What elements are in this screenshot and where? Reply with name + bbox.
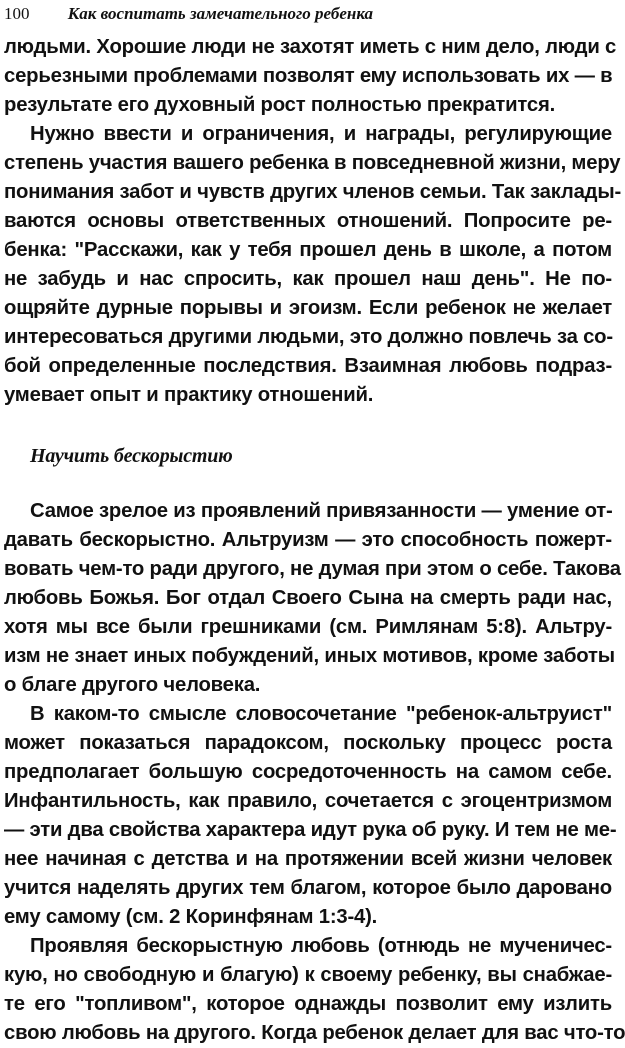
section-heading: Научить бескорыстию <box>30 445 233 467</box>
text-line: — эти два свойства характера идут рука об руку. И тем не ме- <box>4 819 617 841</box>
text-line: результате его духовный рост полностью прекратится. <box>4 94 556 116</box>
text-line: давать бескорыстно. Альтруизм — это способность пожерт- <box>4 529 612 551</box>
running-header <box>4 2 373 26</box>
text-line: умевает опыт и практику отношений. <box>4 384 374 406</box>
text-line: степень участия вашего ребенка в повседневной жизни, меру <box>4 152 621 174</box>
text-line: серьезными проблемами позволят ему использовать их — в <box>4 65 613 87</box>
text-line: интересоваться другими людьми, это должно повлечь за со- <box>4 326 613 348</box>
text-line: В каком-то смысле словосочетание "ребенок-альтруист" <box>30 703 612 725</box>
paragraph <box>4 497 621 700</box>
text-line: не забудь и нас спросить, как прошел наш день". Не по- <box>4 268 612 290</box>
text-line: ощряйте дурные порывы и эгоизм. Если ребенок не желает <box>4 297 612 319</box>
text-line: о благе другого человека. <box>4 674 261 696</box>
text-line: любовь Божья. Бог отдал Своего Сына на смерть ради нас, <box>4 587 612 609</box>
text-line: Самое зрелое из проявлений привязанности — умение от- <box>30 500 613 522</box>
text-line: бой определенные последствия. Взаимная любовь подраз- <box>4 355 612 377</box>
text-line: бенка: "Расскажи, как у тебя прошел день в школе, а потом <box>4 239 612 261</box>
body-text <box>4 33 625 1048</box>
text-line: Нужно ввести и ограничения, и награды, регулирующие <box>30 123 612 145</box>
paragraph <box>4 120 622 410</box>
text-line: те его "топливом", которое однажды позволит ему излить <box>4 993 612 1015</box>
paragraph <box>4 33 617 120</box>
text-line: вовать чем-то ради другого, не думая при этом о себе. Такова <box>4 558 621 580</box>
text-line: понимания забот и чувств других членов семьи. Так заклады- <box>4 181 622 203</box>
text-line: Инфантильность, как правило, сочетается с эгоцентризмом <box>4 790 612 812</box>
text-line: ваются основы ответственных отношений. Попросите ре- <box>4 210 612 232</box>
page-number: 100 <box>4 4 30 23</box>
paragraph <box>4 700 617 932</box>
text-line: свою любовь на другого. Когда ребенок делает для вас что-то <box>4 1022 625 1044</box>
spacer <box>4 410 612 442</box>
text-line: хотя мы все были грешниками (см. Римлянам 5:8). Альтру- <box>4 616 612 638</box>
paragraph <box>4 932 625 1048</box>
text-line: нее начиная с детства и на протяжении всей жизни человек <box>4 848 612 870</box>
text-line: изм не знает иных побуждений, иных мотивов, кроме заботы <box>4 645 615 667</box>
spacer <box>4 471 612 497</box>
running-title: Как воспитать замечательного ребенка <box>67 4 374 23</box>
text-line: может показаться парадоксом, поскольку процесс роста <box>4 732 612 754</box>
text-line: кую, но свободную и благую) к своему ребенку, вы снабжае- <box>4 964 612 986</box>
text-line: людьми. Хорошие люди не захотят иметь с ним дело, люди с <box>4 36 617 58</box>
text-line: предполагает большую сосредоточенность на самом себе. <box>4 761 612 783</box>
text-line: ему самому (см. 2 Коринфянам 1:3-4). <box>4 906 378 928</box>
text-line: учится наделять других тем благом, которое было даровано <box>4 877 612 899</box>
text-line: Проявляя бескорыстную любовь (отнюдь не мученичес- <box>30 935 612 957</box>
